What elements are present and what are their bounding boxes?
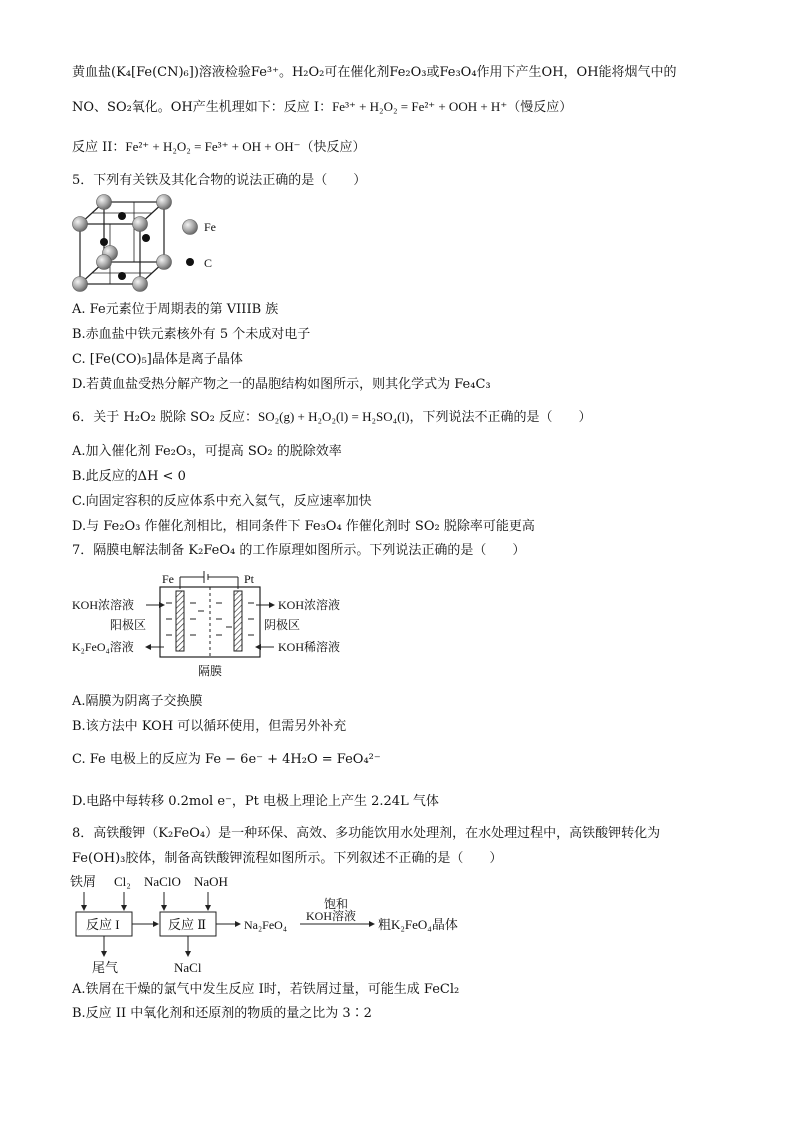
q7-stem: 7．隔膜电解法制备 K₂FeO₄ 的工作原理如图所示。下列说法正确的是（ ） bbox=[72, 543, 526, 558]
right-outlet-label: KOH浓溶液 bbox=[278, 598, 340, 612]
pt-electrode bbox=[234, 591, 242, 651]
q6-option-c: C.向固定容积的反应体系中充入氦气，反应速率加快 bbox=[72, 494, 372, 509]
fe-atom bbox=[133, 277, 148, 292]
q7-option-a: A.隔膜为阴离子交换膜 bbox=[72, 694, 203, 709]
intro-line-1: 黄血盐(K₄[Fe(CN)₆])溶液检验Fe³⁺。H₂O₂可在催化剂Fe₂O₃或Fe₃O₄作用下产生OH，OH能将烟气中的 bbox=[72, 65, 677, 80]
q8-option-a: A.铁屑在干燥的氯气中发生反应 I时，若铁屑过量，可能生成 FeCl₂ bbox=[72, 982, 460, 997]
c-atom bbox=[142, 234, 150, 242]
reaction-1-note: （慢反应） bbox=[507, 100, 573, 115]
left-outlet-label: K₂FeO₄溶液 bbox=[72, 640, 134, 654]
q6-option-a: A.加入催化剂 Fe₂O₃，可提高 SO₂ 的脱除效率 bbox=[72, 444, 342, 459]
q7-option-c: C. Fe 电极上的反应为 Fe − 6e⁻ + 4H₂O = FeO₄²⁻ bbox=[72, 752, 381, 767]
pt-electrode-label: Pt bbox=[244, 572, 255, 586]
fe-atom bbox=[97, 195, 112, 210]
final-product: 粗K₂FeO₄晶体 bbox=[378, 917, 458, 932]
left-inlet-label: KOH浓溶液 bbox=[72, 598, 134, 612]
fe-electrode-label: Fe bbox=[162, 572, 174, 586]
q5-option-c: C. [Fe(CO)₅]晶体是离子晶体 bbox=[72, 352, 243, 367]
reaction-1-equation: Fe³⁺ + H₂O₂ = Fe²⁺ + OOH + H⁺ bbox=[332, 99, 508, 114]
q8-stem-line-1: 8．高铁酸钾（K₂FeO₄）是一种环保、高效、多功能饮用水处理剂，在水处理过程中，高铁酸钾转化为 bbox=[72, 826, 661, 841]
q6-option-d: D.与 Fe₂O₃ 作催化剂相比，相同条件下 Fe₃O₄ 作催化剂时 SO₂ 脱除率可能更高 bbox=[72, 519, 535, 534]
c-atom bbox=[100, 238, 108, 246]
legend-fe-icon bbox=[183, 220, 198, 235]
fe-atom bbox=[157, 255, 172, 270]
q5-option-b: B.赤血盐中铁元素核外有 5 个未成对电子 bbox=[72, 327, 311, 342]
legend-c-icon bbox=[186, 258, 194, 266]
input-naoh: NaOH bbox=[194, 874, 228, 889]
intro-line-3-prefix: 反应 II： bbox=[72, 140, 126, 155]
fe-atom bbox=[97, 255, 112, 270]
q5-stem: 5．下列有关铁及其化合物的说法正确的是（ ） bbox=[72, 173, 367, 188]
q6-stem-prefix: 6．关于 H₂O₂ 脱除 SO₂ 反应： bbox=[72, 410, 258, 425]
cathode-zone-label: 阴极区 bbox=[264, 618, 301, 632]
input-chlorine: Cl₂ bbox=[114, 874, 131, 889]
q8-stem-line-2: Fe(OH)₃胶体，制备高铁酸钾流程如图所示。下列叙述不正确的是（ ） bbox=[72, 851, 503, 866]
q7-option-b: B.该方法中 KOH 可以循环使用，但需另外补充 bbox=[72, 719, 347, 734]
q8-option-b: B.反应 II 中氧化剂和还原剂的物质的量之比为 3∶2 bbox=[72, 1006, 372, 1021]
legend-c-label: C bbox=[204, 256, 213, 270]
fe-electrode bbox=[176, 591, 184, 651]
crystal-cell-diagram bbox=[68, 192, 248, 292]
reaction-1-label: 反应 I bbox=[86, 917, 120, 932]
intro-line-2 bbox=[72, 97, 572, 118]
output-nacl: NaCl bbox=[174, 960, 202, 975]
q6-equation: SO₂(g) + H₂O₂(l) = H₂SO₄(l) bbox=[258, 409, 410, 424]
reagent-koh: KOH溶液 bbox=[306, 909, 356, 923]
right-inlet-label: KOH稀溶液 bbox=[278, 640, 340, 654]
electrolysis-diagram bbox=[70, 567, 370, 685]
fe-atom bbox=[157, 195, 172, 210]
anode-zone-label: 阳极区 bbox=[110, 618, 147, 632]
output-tail-gas: 尾气 bbox=[92, 960, 119, 975]
fe-atom bbox=[73, 217, 88, 232]
membrane-label: 隔膜 bbox=[198, 664, 223, 678]
q6-option-b: B.此反应的ΔH < 0 bbox=[72, 469, 186, 484]
reaction-2-label: 反应 Ⅱ bbox=[168, 917, 207, 932]
fe-atom bbox=[73, 277, 88, 292]
c-atom bbox=[118, 272, 126, 280]
c-atom bbox=[118, 212, 126, 220]
reagent-saturated: 饱和 bbox=[324, 897, 349, 911]
intro-line-2-prefix: NO、SO₂氧化。OH产生机理如下：反应 I： bbox=[72, 100, 333, 115]
q6-stem-suffix: ，下列说法不正确的是（ ） bbox=[409, 410, 592, 425]
process-flow-diagram bbox=[68, 870, 488, 980]
reaction-2-equation: Fe²⁺ + H₂O₂ = Fe³⁺ + OH + OH⁻ bbox=[125, 139, 301, 154]
legend-fe-label: Fe bbox=[204, 220, 216, 234]
q5-option-a: A. Fe元素位于周期表的第 VIIIB 族 bbox=[72, 302, 279, 317]
input-iron-filings: 铁屑 bbox=[70, 874, 97, 889]
q6-stem bbox=[72, 407, 591, 428]
fe-atom bbox=[133, 217, 148, 232]
intermediate-product: Na₂FeO₄ bbox=[244, 918, 288, 932]
q7-option-d: D.电路中每转移 0.2mol e⁻，Pt 电极上理论上产生 2.24L 气体 bbox=[72, 794, 439, 809]
reaction-2-note: （快反应） bbox=[300, 140, 366, 155]
q5-option-d: D.若黄血盐受热分解产物之一的晶胞结构如图所示，则其化学式为 Fe₄C₃ bbox=[72, 377, 491, 392]
intro-line-3 bbox=[72, 137, 366, 158]
input-naclo: NaClO bbox=[144, 874, 181, 889]
